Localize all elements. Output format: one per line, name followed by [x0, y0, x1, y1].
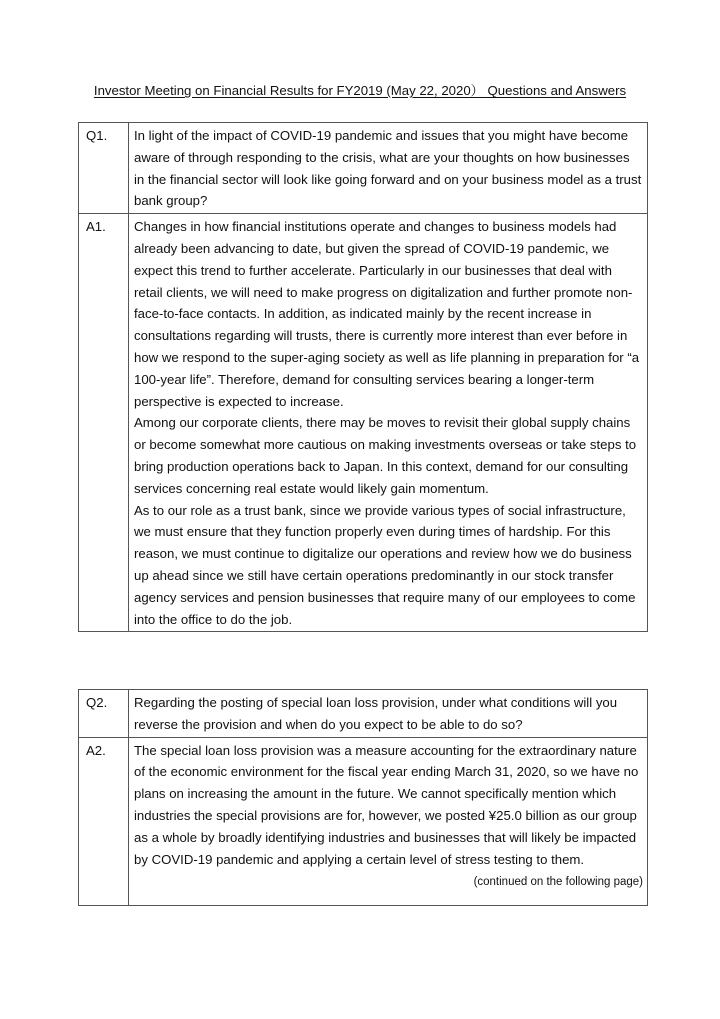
continued-note: (continued on the following page): [473, 876, 643, 889]
answer-label: A2.: [79, 737, 129, 906]
answer-paragraph: The special loan loss provision was a measure accounting for the extraordinary nature of the economic environment for the fiscal year ending March 31, 2020, so we have no plans on increasing the amount in the future. We cannot specifically mention which industries the special provisions are for, however, we posted ¥25.0 billion as our group as a whole by broadly identifying industries and businesses that will likely be impacted by COVID-19 pandemic and applying a certain level of stress testing to them.: [134, 742, 639, 867]
answer-paragraph: Among our corporate clients, there may be moves to revisit their global supply chains or become somewhat more cautious on making investments overseas or take steps to bring production operations back to Japan. In this context, demand for our consulting services concerning real estate would likely gain momentum.: [134, 415, 637, 496]
page-title: Investor Meeting on Financial Results for FY2019 (May 22, 2020） Questions and Answers: [93, 83, 627, 98]
answer-row: [79, 737, 648, 906]
answer-paragraph: Changes in how financial institutions operate and changes to business models had already been advancing to date, but given the spread of COVID-19 pandemic, we expect this trend to further accelerate. Particularly in our businesses that deal with retail clients, we will need to make progress on digitalization and further promote non-face-to-face contacts. In addition, as indicated mainly by the recent increase in consultations regarding will trusts, there is currently more interest than ever before in how we respond to the super-aging society as well as life planning in preparation for “a 100-year life”. Therefore, demand for consulting services bearing a longer-term perspective is expected to increase.: [134, 219, 640, 409]
answer-cell: [129, 737, 648, 906]
question-row: [79, 690, 648, 738]
question-label: Q2.: [79, 690, 129, 738]
question-row: [79, 123, 648, 214]
answer-label: A1.: [79, 214, 129, 632]
answer-cell: [129, 214, 648, 632]
question-text: In light of the impact of COVID-19 pandemic and issues that you might have become aware of through responding to the crisis, what are your thoughts on how businesses in the financial sector will look like going forward and on your business model as a trust bank group?: [129, 123, 648, 214]
answer-paragraph: As to our role as a trust bank, since we provide various types of social infrastructure, we must ensure that they function properly even during times of hardship. For this reason, we must continue to digitalize our operations and review how we do business up ahead since we still have certain operations predominantly in our stock transfer agency services and pension businesses that require many of our employees to come into the office to do the job.: [134, 502, 636, 627]
qa-table-1: [78, 122, 648, 632]
question-text: Regarding the posting of special loan loss provision, under what conditions will you reverse the provision and when do you expect to be able to do so?: [129, 690, 648, 738]
question-label: Q1.: [79, 123, 129, 214]
qa-table-2: [78, 689, 648, 906]
answer-row: [79, 214, 648, 632]
